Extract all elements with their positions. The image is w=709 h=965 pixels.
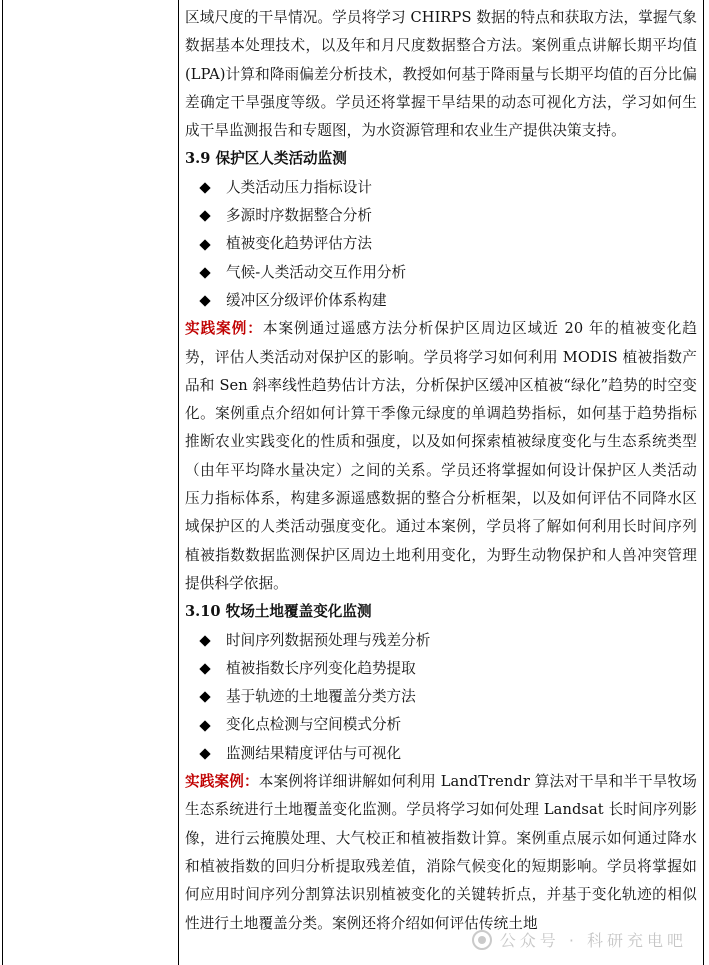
diamond-bullet-icon: [199, 663, 210, 674]
list-item: [185, 259, 697, 287]
list-item: [185, 202, 697, 230]
diamond-bullet-icon: [199, 239, 210, 250]
list-item: [185, 655, 697, 683]
intro-paragraph: 区域尺度的干旱情况。学员将学习 CHIRPS 数据的特点和获取方法，掌握气象数据基本处理技术，以及年和月尺度数据整合方法。案例重点讲解长期平均值(LPA)计算和降雨偏差分析技术，教授如何基于降雨量与长期平均值的百分比偏差确定干旱强度等级。学员还将掌握干旱结果的动态可视化方法，学习如何生成干旱监测报告和专题图，为水资源管理和农业生产提供决策支持。: [185, 9, 697, 140]
diamond-bullet-icon: [199, 182, 210, 193]
bullet-text: 缓冲区分级评价体系构建: [226, 291, 387, 309]
bullet-text: 时间序列数据预处理与残差分析: [226, 631, 431, 649]
watermark-text: 公众号 · 科研充电吧: [499, 931, 687, 950]
list-item: [185, 627, 697, 655]
section-3-9-case-paragraph: [185, 315, 697, 598]
list-item: [185, 740, 697, 768]
section-3-10-case-paragraph: [185, 768, 697, 938]
bullet-text: 人类活动压力指标设计: [226, 178, 372, 196]
section-3-9-heading: 3.9 保护区人类活动监测: [185, 150, 347, 168]
table-left-cell: [3, 0, 179, 965]
watermark: [472, 928, 687, 951]
table-right-cell: [180, 0, 703, 965]
bullet-text: 基于轨迹的土地覆盖分类方法: [226, 688, 416, 706]
diamond-bullet-icon: [199, 748, 210, 759]
section-3-10-bullet-list: [185, 627, 697, 768]
diamond-bullet-icon: [199, 635, 210, 646]
content-table: [2, 0, 704, 965]
bullet-text: 植被变化趋势评估方法: [226, 235, 372, 253]
list-item: [185, 230, 697, 258]
case-label: 实践案例：: [185, 320, 263, 338]
diamond-bullet-icon: [199, 211, 210, 222]
list-item: [185, 711, 697, 739]
bullet-text: 监测结果精度评估与可视化: [226, 744, 402, 762]
section-3-9-bullet-list: [185, 174, 697, 315]
case-label: 实践案例：: [185, 773, 259, 791]
case-text: 本案例通过遥感方法分析保护区周边区域近 20 年的植被变化趋势，评估人类活动对保护区的影响。学员将学习如何利用 MODIS 植被指数产品和 Sen 斜率线性趋势估计方法，分析保护区缓冲区植被“绿化”趋势的时空变化。案例重点介绍如何计算干季像元绿度的单调趋势指标，如何基于趋势指标推断农业实践变化的性质和强度，以及如何探索植被绿度变化与生态系统类型（由年平均降水量决定）之间的关系。学员还将掌握如何设计保护区人类活动压力指标体系，构建多源遥感数据的整合分析框架，以及如何评估不同降水区域保护区的人类活动强度变化。通过本案例，学员将了解如何利用长时间序列植被指数数据监测保护区周边土地利用变化，为野生动物保护和人兽冲突管理提供科学依据。: [185, 320, 697, 592]
diamond-bullet-icon: [199, 267, 210, 278]
diamond-bullet-icon: [199, 692, 210, 703]
diamond-bullet-icon: [199, 295, 210, 306]
list-item: [185, 174, 697, 202]
diamond-bullet-icon: [199, 720, 210, 731]
bullet-text: 多源时序数据整合分析: [226, 207, 372, 225]
wechat-logo-icon: [472, 930, 492, 950]
list-item: [185, 287, 697, 315]
case-text: 本案例将详细讲解如何利用 LandTrendr 算法对干旱和半干旱牧场生态系统进行土地覆盖变化监测。学员将学习如何处理 Landsat 长时间序列影像，进行云掩膜处理、大气校正和植被指数计算。案例重点展示如何通过降水和植被指数的回归分析提取残差值，消除气候变化的短期影响。学员将掌握如何应用时间序列分割算法识别植被变化的关键转折点，并基于变化轨迹的相似性进行土地覆盖分类。案例还将介绍如何评估传统土地: [185, 773, 697, 932]
bullet-text: 气候-人类活动交互作用分析: [226, 263, 407, 281]
list-item: [185, 683, 697, 711]
bullet-text: 变化点检测与空间模式分析: [226, 716, 402, 734]
section-3-10-heading: 3.10 牧场土地覆盖变化监测: [185, 603, 372, 621]
bullet-text: 植被指数长序列变化趋势提取: [226, 659, 416, 677]
